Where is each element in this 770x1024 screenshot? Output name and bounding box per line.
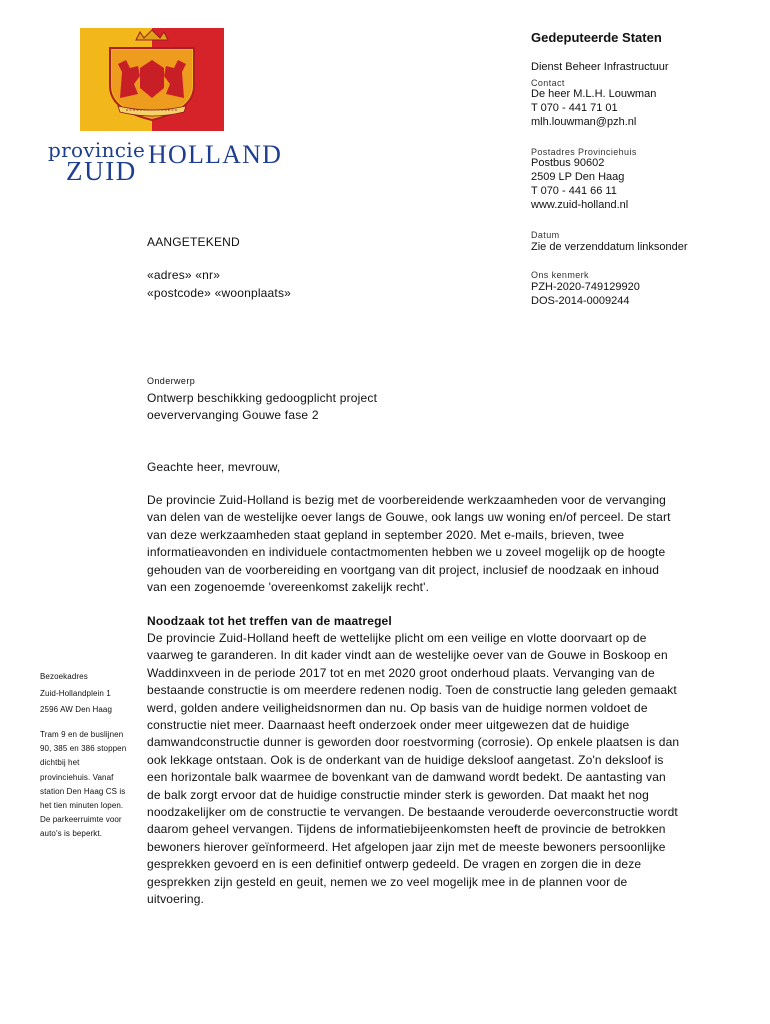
- date-value: Zie de verzenddatum linksonder: [531, 241, 688, 253]
- body-line: van een zogenoemde 'overeenkomst zakelijk recht'.: [147, 580, 430, 595]
- reference-dos: DOS-2014-0009244: [531, 295, 630, 307]
- body-line: informatieavonden en individuele contactmomenten hebben we u zoveel mogelijk op de hoogte: [147, 545, 666, 560]
- travel-info: [40, 728, 140, 842]
- postal-phone: T 070 - 441 66 11: [531, 185, 617, 197]
- reference-values: [531, 280, 761, 308]
- contact-details: [531, 87, 761, 129]
- salutation: Geachte heer, mevrouw,: [147, 460, 281, 474]
- travel-line: dichtbij het: [40, 758, 80, 768]
- section-paragraph: [147, 630, 687, 909]
- sender-dept: Dienst Beheer Infrastructuur: [531, 61, 669, 73]
- body-line: uitvoering.: [147, 892, 205, 907]
- recipient-address-line: «adres» «nr»: [147, 268, 221, 282]
- wordmark-holland: HOLLAND: [148, 140, 283, 169]
- postal-website: www.zuid-holland.nl: [531, 199, 629, 211]
- postal-address: [531, 156, 761, 212]
- body-line: bewoners hierover geïnformeerd. Het afgelopen jaar zijn met de meeste bewoners persoonlijke: [147, 839, 666, 854]
- body-line: constructie niet meer. Daarnaast heeft onderzoek onder meer uitgewezen dat de huidige: [147, 718, 630, 733]
- visit-address-block: [40, 670, 140, 718]
- sender-block: [531, 30, 761, 46]
- body-line: werd, golden andere veiligheidsnormen dan nu. Op basis van de huidige normen voldoet de: [147, 700, 648, 715]
- body-line: daarom geheel vervangen. Tijdens de informatiebijeenkomsten heeft de provincie de betrokken: [147, 822, 666, 837]
- body-line: gesprekken gevoerd en is een definitief ontwerp gedeeld. De vragen en zorgen die in deze: [147, 857, 642, 872]
- body-line: de balk zorgt ervoor dat de huidige constructie minder sterk is geworden. Dat maakt het nog: [147, 787, 649, 802]
- section-heading: Noodzaak tot het treffen van de maatregel: [147, 614, 392, 628]
- body-line: Waddinxveen in de periode 2017 tot en met 2020 groot onderhoud plaats. Vervanging van de: [147, 665, 655, 680]
- wordmark-zuid: ZUID: [66, 156, 137, 186]
- subject-line: Ontwerp beschikking gedoogplicht project: [147, 391, 378, 405]
- visit-city: 2596 AW Den Haag: [40, 705, 113, 715]
- travel-line: auto's is beperkt.: [40, 829, 103, 839]
- province-coat-of-arms-logo: [80, 28, 224, 131]
- wordmark-provincie: provincie: [48, 138, 146, 162]
- mail-type: AANGETEKEND: [147, 235, 240, 249]
- postal-label: Postadres Provinciehuis: [531, 147, 637, 157]
- contact-email: mlh.louwman@pzh.nl: [531, 116, 637, 128]
- body-line: noodzakelijker om de constructie te vervangen. De bestaande verouderde oeverconstructie wordt: [147, 805, 678, 820]
- body-line: vaarweg te garanderen. In dit kader vindt aan de westelijke oever van de Gouwe in Boskoop en: [147, 648, 668, 663]
- body-line: een horizontale balk waarmee de bovenkant van de damwand wordt bedekt. De aantasting van: [147, 770, 666, 785]
- body-line: ook lekkage ontstaan. Ook is de onderkant van de huidige deksloof aangetast. Zo'n deksloof is: [147, 752, 664, 767]
- visit-label: Bezoekadres: [40, 672, 88, 681]
- intro-paragraph: [147, 492, 687, 596]
- body-line: van delen van de westelijke oever langs de Gouwe, ook langs uw woning en/of perceel. De start: [147, 510, 671, 525]
- recipient-postcode-line: «postcode» «woonplaats»: [147, 286, 292, 300]
- contact-phone: T 070 - 441 71 01: [531, 102, 618, 114]
- body-line: bestaande constructie is om meerdere redenen nodig. Toen de constructie lang geleden gemaakt: [147, 683, 677, 698]
- travel-line: 90, 385 en 386 stoppen: [40, 744, 127, 754]
- body-line: van deze werkzaamheden staat gepland in september 2020. Met e-mails, brieven, twee: [147, 527, 625, 542]
- body-line: gesprekken zijn gesteld en geuit, nemen we zo veel mogelijk mee in de plannen voor de: [147, 874, 628, 889]
- date-label: Datum: [531, 230, 560, 240]
- province-wordmark: [48, 138, 283, 186]
- travel-line: De parkeerruimte voor: [40, 815, 122, 825]
- travel-line: Tram 9 en de buslijnen: [40, 730, 124, 739]
- travel-line: het tien minuten lopen.: [40, 801, 124, 811]
- sender-org: Gedeputeerde Staten: [531, 30, 662, 45]
- subject-line: oeververvanging Gouwe fase 2: [147, 408, 319, 422]
- travel-line: station Den Haag CS is: [40, 786, 126, 796]
- body-line: gehouden van de voorbereiding en voortgang van dit project, inclusief de noodzaak en inhoud: [147, 562, 660, 577]
- reference-label: Ons kenmerk: [531, 270, 589, 280]
- postal-box: Postbus 90602: [531, 157, 605, 169]
- travel-line: provinciehuis. Vanaf: [40, 772, 114, 782]
- contact-label: Contact: [531, 78, 565, 88]
- reference-pzh: PZH-2020-749129920: [531, 281, 640, 293]
- postal-city: 2509 LP Den Haag: [531, 171, 625, 183]
- body-line: De provincie Zuid-Holland heeft de wettelijke plicht om een veilige en vlotte doorvaart op de: [147, 631, 647, 645]
- subject-text: [147, 390, 377, 424]
- contact-name: De heer M.L.H. Louwman: [531, 88, 657, 100]
- subject-label: Onderwerp: [147, 376, 196, 386]
- body-line: De provincie Zuid-Holland is bezig met de voorbereidende werkzaamheden voor de vervanging: [147, 493, 666, 507]
- visit-street: Zuid-Hollandplein 1: [40, 689, 111, 699]
- body-line: damwandconstructie dunner is geworden door roestvorming (corrosie). Op enkele plaatsen is dan: [147, 735, 680, 750]
